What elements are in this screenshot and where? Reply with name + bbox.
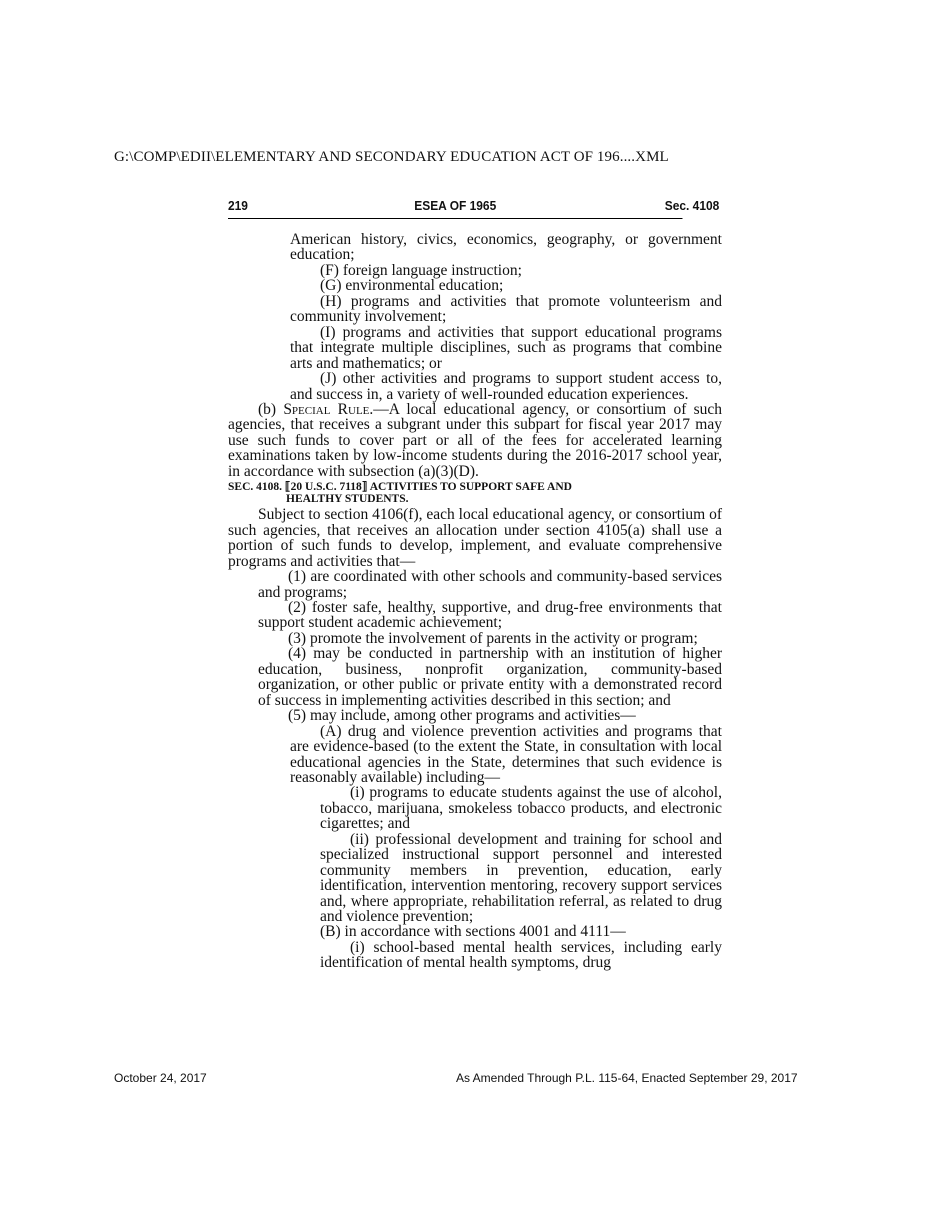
subsection-heading: Special Rule [283,400,370,418]
running-section: Sec. 4108 [664,198,720,213]
paragraph: (5) may include, among other programs and activities— [288,707,636,725]
paragraph: (G) environmental education; [320,277,504,295]
paragraph: (i) programs to educate students against the use of alcohol, tobacco, marijuana, smokeless tobacco products, and electronic cigarettes; and [320,784,722,833]
paragraph: (B) in accordance with sections 4001 and 4111— [320,923,626,941]
paragraph: (H) programs and activities that promote volunteerism and community involvement; [290,292,722,326]
page-body [228,232,722,971]
paragraph: Subject to section 4106(f), each local educational agency, or consortium of such agencies, that receives an allocation under section 4105(a) shall use a portion of such funds to develop, implement, and evaluate comprehensive programs and activities that— [228,506,722,570]
paragraph: (J) other activities and programs to support student access to, and success in, a variety of well-rounded education experiences. [290,370,722,403]
running-title: ESEA OF 1965 [414,198,497,213]
paragraph: (4) may be conducted in partnership with an institution of higher education, business, nonprofit organization, community-based organization, or other public or private entity with a demonstrated record of success in implementing activities described in this section; and [258,645,722,709]
paragraph: (I) programs and activities that support educational programs that integrate multiple disciplines, such as programs that combine arts and mathematics; or [290,323,722,372]
paragraph: (F) foreign language instruction; [320,261,522,279]
paragraph: (3) promote the involvement of parents in the activity or program; [288,629,698,647]
page-number: 219 [228,198,248,213]
paragraph: American history, civics, economics, geography, or government education; [290,231,722,264]
paragraph: (1) are coordinated with other schools and community-based services and programs; [258,568,722,601]
paragraph: (2) foster safe, healthy, supportive, and drug-free environments that support student academic achievement; [258,598,722,632]
footer-amended: As Amended Through P.L. 115-64, Enacted September 29, 2017 [456,1071,798,1085]
running-head [228,198,720,219]
section-heading [228,482,722,505]
special-rule-paragraph [228,402,722,479]
paragraph: (i) school-based mental health services, including early identification of mental health symptoms, drug [320,938,722,972]
file-path: G:\COMP\EDII\ELEMENTARY AND SECONDARY EDUCATION ACT OF 196....XML [114,149,669,165]
subsection-text: .—A local educational agency, or consortium of such agencies, that receives a subgrant under this subpart for fiscal year 2017 may use such funds to cover part or all of the fees for accelerated learning examinations taken by low-income students during the 2016-2017 school year, in accordance with subsection (a)(3)(D). [228,400,723,480]
section-heading-line2: HEALTHY STUDENTS. [286,492,409,505]
subsection-label: (b) [258,400,284,418]
paragraph: (ii) professional development and training for school and specialized instructional support personnel and interested community members in prevention, education, early identification, intervention mentoring, recovery support services and, where appropriate, rehabilitation referral, as related to drug and violence prevention; [320,830,722,926]
paragraph: (A) drug and violence prevention activities and programs that are evidence-based (to the extent the State, in consultation with local educational agencies in the State, determines that such evidence is reasonably available) including— [290,722,722,786]
footer-date: October 24, 2017 [114,1071,207,1085]
section-heading-line1: SEC. 4108. ⟦20 U.S.C. 7118⟧ ACTIVITIES TO SUPPORT SAFE AND [228,481,572,494]
